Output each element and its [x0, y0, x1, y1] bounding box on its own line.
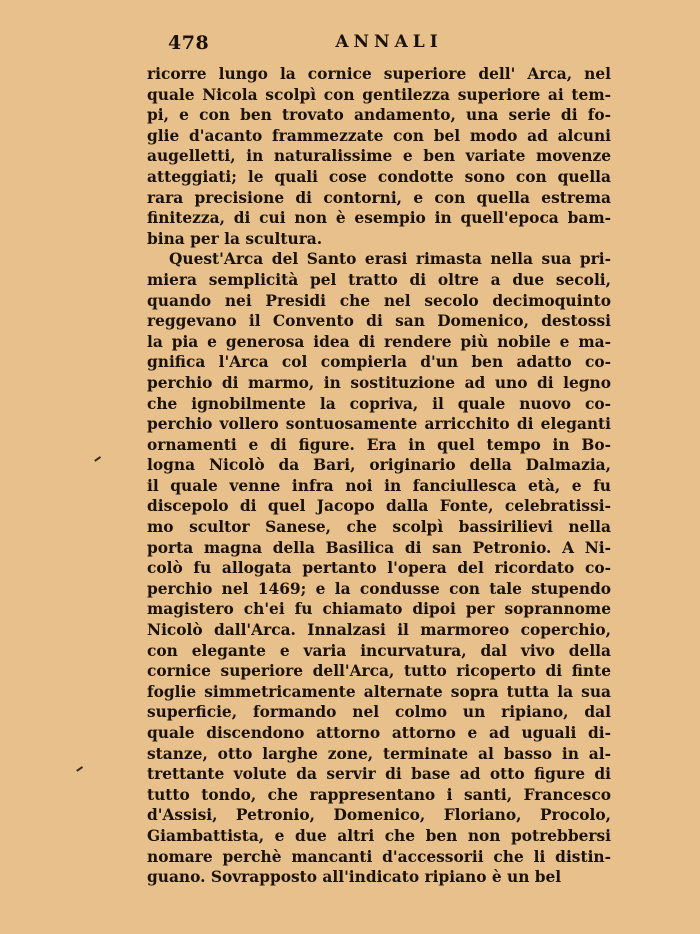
text-line: colò fu allogata pertanto l'opera del ricordato co- — [147, 559, 611, 578]
paragraph — [147, 64, 611, 249]
text-line: ornamenti e di figure. Era in quel tempo in Bo- — [147, 435, 611, 454]
text-line: stanze, otto larghe zone, terminate al basso in al- — [147, 744, 611, 763]
text-line: porta magna della Basilica di san Petronio. A Ni- — [147, 538, 611, 557]
text-line: nomare perchè mancanti d'accessorii che li distin- — [147, 847, 611, 866]
text-line: Giambattista, e due altri che ben non potrebbersi — [147, 826, 611, 845]
text-line: guano. Sovrapposto all'indicato ripiano è un bel — [147, 868, 562, 887]
text-line: logna Nicolò da Bari, originario della Dalmazia, — [147, 456, 611, 475]
text-line: d'Assisi, Petronio, Domenico, Floriano, Procolo, — [147, 806, 611, 825]
margin-mark — [94, 456, 101, 461]
text-line: con elegante e varia incurvatura, dal vivo della — [147, 641, 611, 660]
text-line: magistero ch'ei fu chiamato dipoi per soprannome — [147, 600, 611, 619]
text-line: mo scultor Sanese, che scolpì bassirilievi nella — [147, 518, 611, 537]
text-line: quale discendono attorno attorno e ad uguali di- — [147, 724, 611, 742]
text-line: perchio nel 1469; e la condusse con tale stupendo — [147, 579, 611, 598]
text-line: rara precisione di contorni, e con quella estrema — [147, 188, 611, 207]
text-line: foglie simmetricamente alternate sopra tutta la sua — [147, 682, 611, 701]
text-line: gnifica l'Arca col compierla d'un ben adatto co- — [147, 353, 611, 372]
text-line: discepolo di quel Jacopo dalla Fonte, celebratissi- — [147, 497, 611, 516]
text-line: ricorre lungo la cornice superiore dell' Arca, nel — [147, 65, 611, 83]
text-line: perchio di marmo, in sostituzione ad uno di legno — [147, 373, 611, 392]
text-line: la pia e generosa idea di rendere più nobile e ma- — [147, 332, 611, 351]
text-line: superficie, formando nel colmo un ripiano, dal — [147, 703, 611, 722]
text-line: Quest'Arca del Santo erasi rimasta nella sua pri- — [169, 250, 611, 269]
text-line: tutto tondo, che rappresentano i santi, Francesco — [147, 785, 611, 804]
text-line: bina per la scultura. — [147, 229, 323, 248]
text-line: Nicolò dall'Arca. Innalzasi il marmoreo coperchio, — [147, 621, 611, 640]
page-header — [168, 32, 610, 58]
text-line: cornice superiore dell'Arca, tutto ricoperto di finte — [147, 662, 611, 681]
text-line: perchio vollero sontuosamente arricchito di eleganti — [147, 415, 611, 434]
text-line: che ignobilmente la copriva, il quale nuovo co- — [147, 394, 611, 413]
text-line: glie d'acanto frammezzate con bel modo ad alcuni — [147, 126, 611, 145]
text-line: atteggiati; le quali cose condotte sono con quella — [147, 167, 611, 186]
text-line: quando nei Presidi che nel secolo decimoquinto — [147, 291, 611, 310]
text-line: quale Nicola scolpì con gentilezza superiore ai tem- — [147, 85, 611, 104]
text-line: augelletti, in naturalissime e ben variate movenze — [147, 147, 611, 166]
margin-mark — [76, 766, 83, 771]
body-text — [147, 64, 611, 888]
text-line: il quale venne infra noi in fanciullesca età, e fu — [147, 476, 611, 495]
text-line: reggevano il Convento di san Domenico, destossi — [147, 312, 611, 331]
paragraph — [147, 249, 611, 887]
text-line: miera semplicità pel tratto di oltre a due secoli, — [147, 270, 611, 289]
page-number: 478 — [168, 32, 210, 54]
running-title: ANNALI — [335, 32, 443, 52]
text-line: finitezza, di cui non è esempio in quell'epoca bam- — [147, 209, 611, 228]
text-line: pi, e con ben trovato andamento, una serie di fo- — [147, 106, 611, 125]
text-line: trettante volute da servir di base ad otto figure di — [147, 765, 611, 784]
